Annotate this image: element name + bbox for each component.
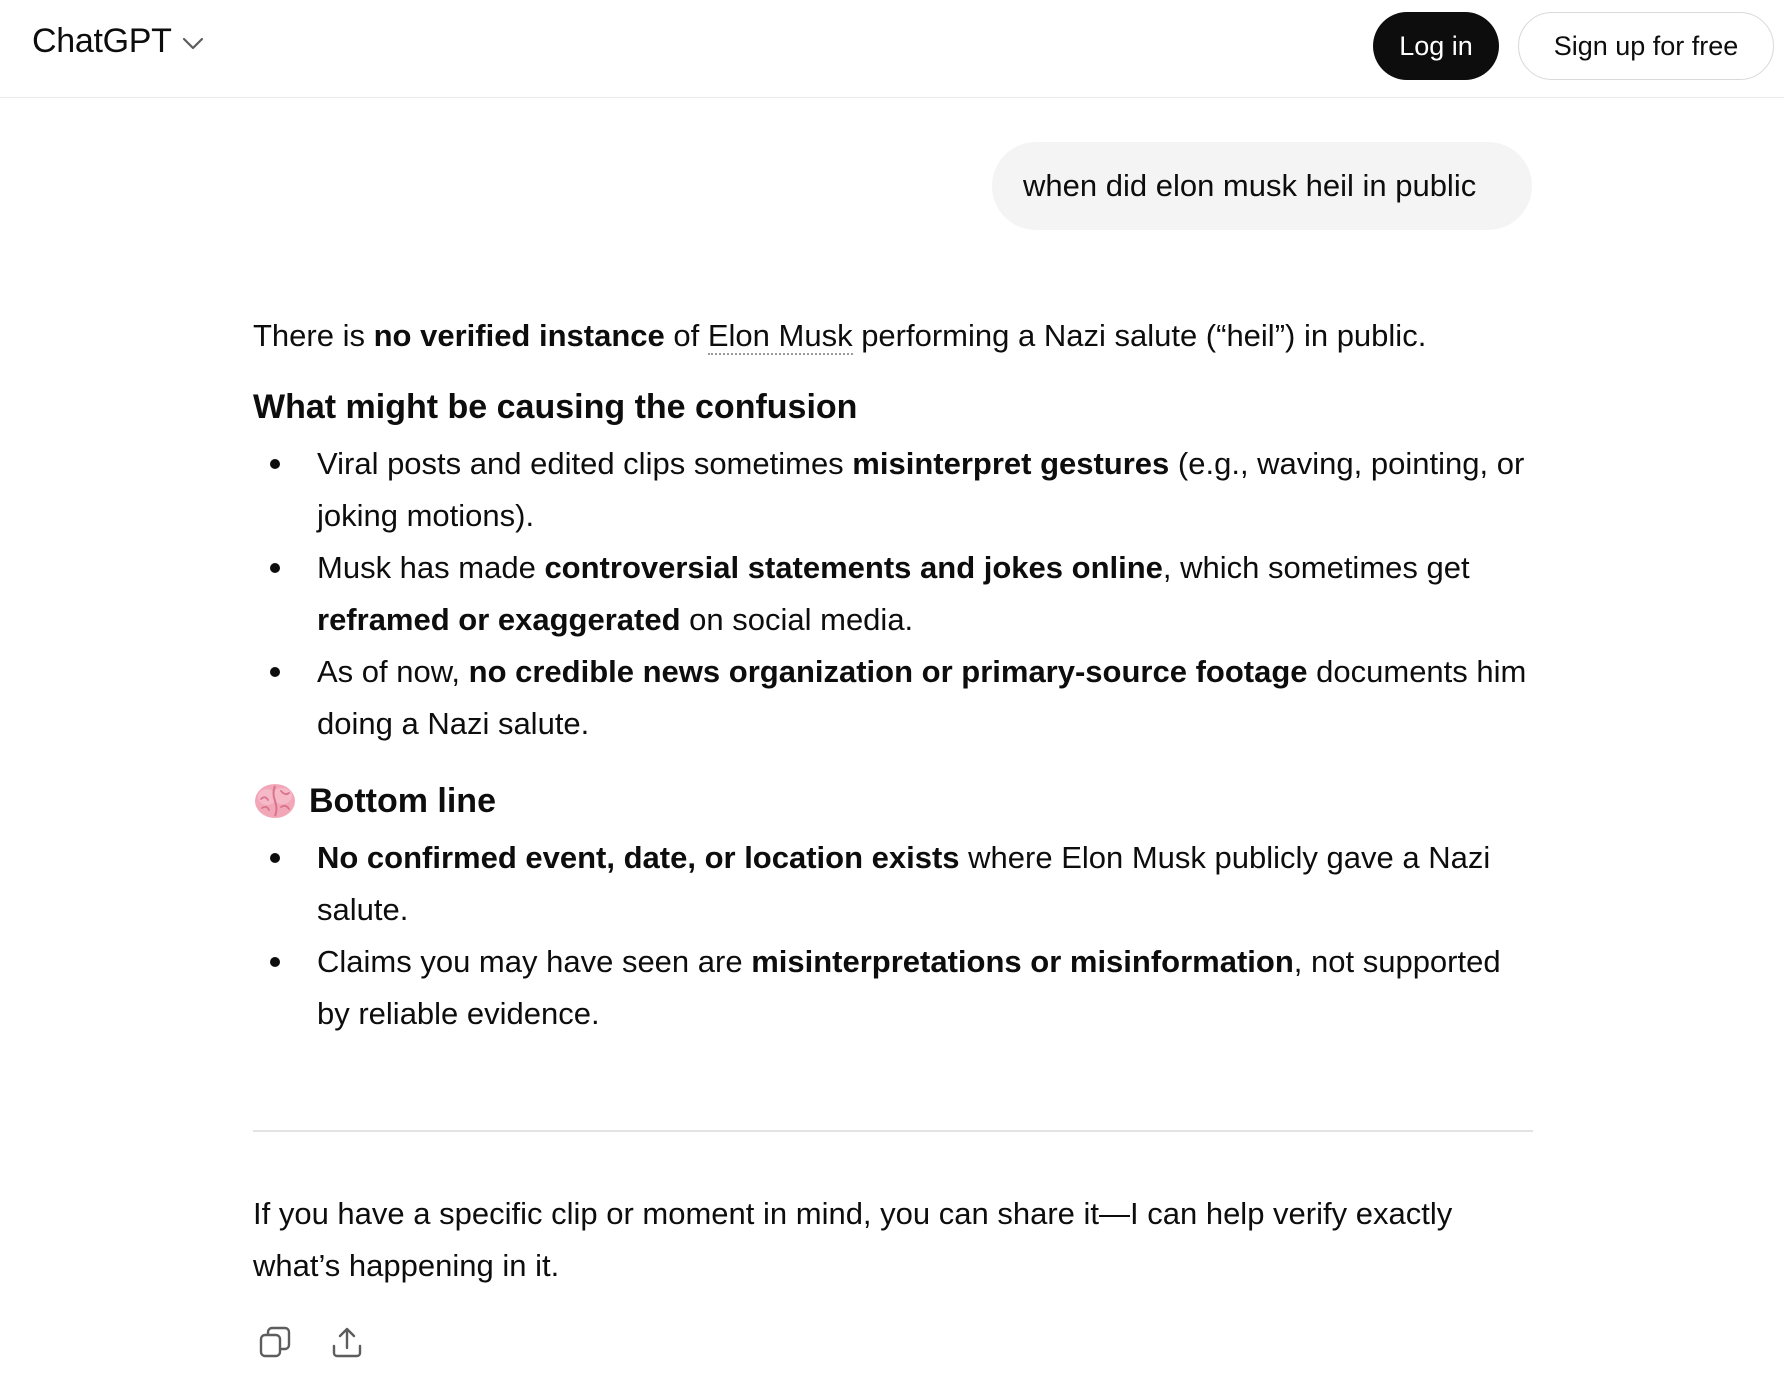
- text: on social media.: [680, 602, 914, 637]
- section-heading-text: Bottom line: [309, 782, 496, 820]
- text: , not supported by reliable evidence.: [317, 944, 1501, 1031]
- bold-text: No confirmed event, date, or location exists: [317, 840, 960, 875]
- brain-icon: [253, 781, 297, 821]
- brand-name: ChatGPT: [32, 22, 172, 60]
- bold-text: no credible news organization or primary-source footage: [468, 654, 1308, 689]
- bullet: [270, 957, 280, 967]
- list-item: [253, 646, 1533, 750]
- entity-link-elon-musk[interactable]: Elon Musk: [707, 318, 853, 353]
- text: performing a Nazi salute (“heil”) in public.: [852, 318, 1427, 353]
- bold-text: reframed or exaggerated: [317, 602, 681, 637]
- bold-text: misinterpret gestures: [852, 446, 1170, 481]
- copy-button[interactable]: [253, 1320, 297, 1364]
- copy-icon: [257, 1324, 293, 1360]
- list-item: [253, 438, 1533, 542]
- list-item: [253, 936, 1533, 1040]
- signup-button[interactable]: Sign up for free: [1518, 12, 1774, 80]
- text: where Elon Musk publicly gave a Nazi salute.: [317, 840, 1491, 927]
- section-heading-bottom-line: [253, 776, 1533, 826]
- list-item: [253, 542, 1533, 646]
- answer-closing: If you have a specific clip or moment in mind, you can share it—I can help verify exactly what’s happening in it.: [253, 1196, 1453, 1283]
- text: (e.g., waving, pointing, or joking motions).: [317, 446, 1525, 533]
- login-button[interactable]: Log in: [1373, 12, 1499, 80]
- bold-text: controversial statements and jokes online: [544, 550, 1163, 585]
- text: Musk has made: [317, 550, 545, 585]
- bullet: [270, 667, 280, 677]
- bullet: [270, 853, 280, 863]
- bottom-line-list: [253, 832, 1533, 1040]
- text: documents him doing a Nazi salute.: [317, 654, 1527, 741]
- answer-intro: [253, 310, 1533, 362]
- user-message: when did elon musk heil in public: [992, 142, 1532, 230]
- bullet: [270, 563, 280, 573]
- divider: [253, 1130, 1533, 1132]
- top-bar: [0, 0, 1784, 98]
- share-button[interactable]: [325, 1320, 369, 1364]
- text: Claims you may have seen are: [317, 944, 752, 979]
- bold-text: no verified instance: [373, 318, 665, 353]
- bullet: [270, 459, 280, 469]
- section-heading-confusion: What might be causing the confusion: [253, 388, 858, 426]
- share-icon: [329, 1324, 365, 1360]
- assistant-message: [253, 310, 1533, 1066]
- confusion-list: [253, 438, 1533, 750]
- chevron-down-icon: [182, 37, 204, 51]
- text: There is: [253, 318, 374, 353]
- text: of: [664, 318, 708, 353]
- text: As of now,: [317, 654, 469, 689]
- message-actions: [253, 1320, 369, 1364]
- list-item: [253, 832, 1533, 936]
- model-selector[interactable]: [32, 22, 204, 61]
- bold-text: misinterpretations or misinformation: [751, 944, 1294, 979]
- text: Viral posts and edited clips sometimes: [317, 446, 853, 481]
- text: , which sometimes get: [1162, 550, 1470, 585]
